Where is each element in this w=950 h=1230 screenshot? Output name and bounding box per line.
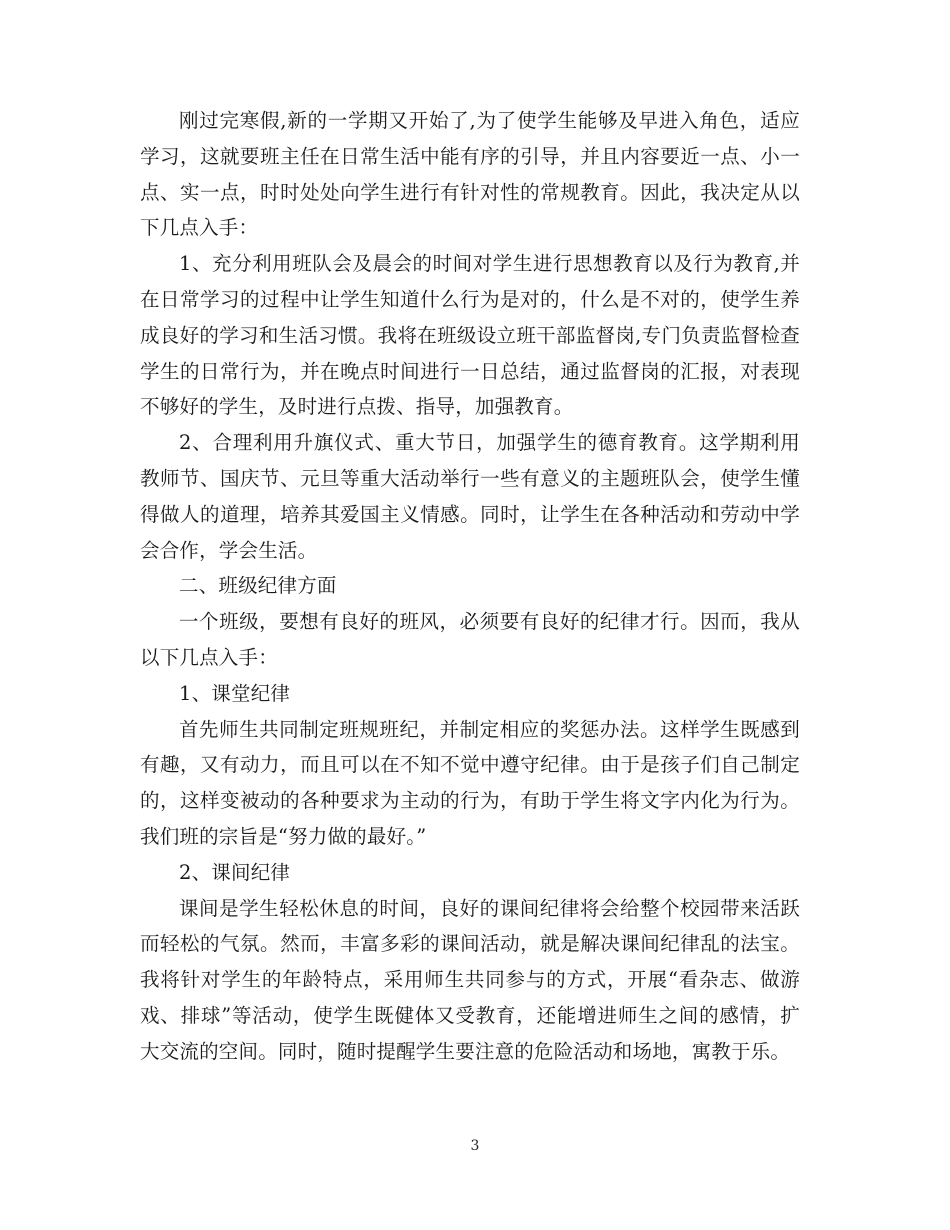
paragraph-item-2-ceremony: 2、合理利用升旗仪式、重大节日，加强学生的德育教育。这学期利用教师节、国庆节、元旦等重大活动举行一些有意义的主题班队会，使学生懂得做人的道理，培养其爱国主义情感。同时，让学生在各种活动和劳动中学会合作，学会生活。 bbox=[140, 431, 800, 562]
document-body bbox=[140, 103, 800, 1070]
paragraph-classroom-discipline: 首先师生共同制定班规班纪，并制定相应的奖惩办法。这样学生既感到有趣，又有动力，而且可以在不知不觉中遵守纪律。由于是孩子们自己制定的，这样变被动的各种要求为主动的行为，有助于学生将文字内化为行为。我们班的宗旨是“努力做的最好。” bbox=[140, 717, 800, 848]
paragraph-item-1-class-meeting: 1、充分利用班队会及晨会的时间对学生进行思想教育以及行为教育,并在日常学习的过程中让学生知道什么行为是对的，什么是不对的，使学生养成良好的学习和生活习惯。我将在班级设立班干部监督岗,专门负责监督检查学生的日常行为，并在晚点时间进行一日总结，通过监督岗的汇报，对表现不够好的学生，及时进行点拨、指导，加强教育。 bbox=[140, 252, 800, 419]
subheading-break-discipline: 2、课间纪律 bbox=[179, 860, 291, 884]
paragraph-intro: 刚过完寒假,新的一学期又开始了,为了使学生能够及早进入角色，适应学习，这就要班主任在日常生活中能有序的引导，并且内容要近一点、小一点、实一点，时时处处向学生进行有针对性的常规教育。因此，我决定从以下几点入手： bbox=[140, 109, 800, 240]
page-number: 3 bbox=[470, 1138, 480, 1154]
paragraph-break-discipline: 课间是学生轻松休息的时间，良好的课间纪律将会给整个校园带来活跃而轻松的气氛。然而，丰富多彩的课间活动，就是解决课间纪律乱的法宝。我将针对学生的年龄特点，采用师生共同参与的方式，开展“看杂志、做游戏、排球”等活动，使学生既健体又受教育，还能增进师生之间的感情，扩大交流的空间。同时，随时提醒学生要注意的危险活动和场地，寓教于乐。 bbox=[140, 896, 800, 1063]
section-heading-discipline: 二、班级纪律方面 bbox=[179, 574, 337, 598]
subheading-classroom-discipline: 1、课堂纪律 bbox=[179, 681, 291, 705]
paragraph-discipline-intro: 一个班级，要想有良好的班风，必须要有良好的纪律才行。因而，我从以下几点入手： bbox=[140, 610, 800, 669]
